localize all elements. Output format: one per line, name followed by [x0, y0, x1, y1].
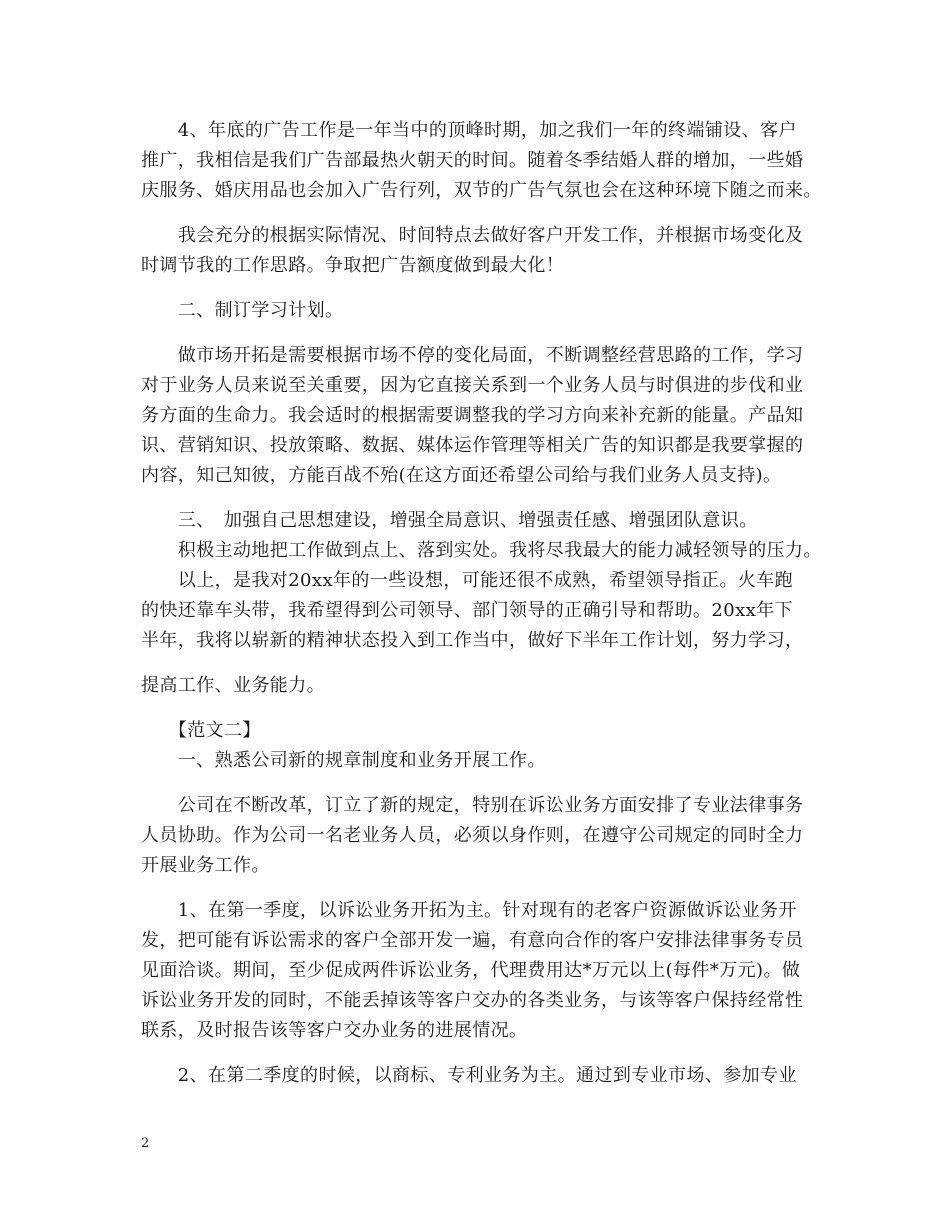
text-line: 公司在不断改革，订立了新的规定，特别在诉讼业务方面安排了专业法律事务 — [141, 795, 804, 816]
page-number: 2 — [141, 1136, 150, 1151]
text-line: 1、在第一季度，以诉讼业务开拓为主。针对现有的老客户资源做诉讼业务开 — [141, 900, 797, 921]
text-line: 内容，知己知彼，方能百战不殆(在这方面还希望公司给与我们业务人员支持)。 — [141, 465, 782, 486]
text-line: 发，把可能有诉讼需求的客户全部开发一遍，有意向合作的客户安排法律事务专员 — [141, 930, 804, 951]
text-line: 庆服务、婚庆用品也会加入广告行列，双节的广告气氛也会在这种环境下随之而来。 — [141, 180, 822, 201]
text-line: 务方面的生命力。我会适时的根据需要调整我的学习方向来补充新的能量。产品知 — [141, 405, 804, 426]
text-line: 提高工作、业务能力。 — [141, 675, 325, 696]
text-line: 的快还靠车头带，我希望得到公司领导、部门领导的正确引导和帮助。20xx年下 — [141, 600, 794, 621]
text-line: 见面洽谈。期间，至少促成两件诉讼业务，代理费用达*万元以上(每件*万元)。做 — [141, 960, 801, 981]
text-line: 联系，及时报告该等客户交办业务的进展情况。 — [141, 1020, 528, 1041]
text-line: 诉讼业务开发的同时，不能丢掉该等客户交办的各类业务，与该等客户保持经常性 — [141, 990, 804, 1011]
section-heading: 一、熟悉公司新的规章制度和业务开展工作。 — [141, 750, 546, 771]
section-heading: 【范文二】 — [141, 720, 261, 741]
text-line: 2、在第二季度的时候，以商标、专利业务为主。通过到专业市场、参加专业 — [141, 1065, 797, 1086]
section-heading: 三、 加强自己思想建设，增强全局意识、增强责任感、增强团队意识。 — [141, 510, 758, 531]
text-line: 推广，我相信是我们广告部最热火朝天的时间。随着冬季结婚人群的增加，一些婚 — [141, 150, 804, 171]
text-line: 我会充分的根据实际情况、时间特点去做好客户开发工作，并根据市场变化及 — [141, 225, 804, 246]
text-line: 开展业务工作。 — [141, 855, 270, 876]
text-line: 做市场开拓是需要根据市场不停的变化局面，不断调整经营思路的工作，学习 — [141, 345, 804, 366]
text-line: 以上，是我对20xx年的一些设想，可能还很不成熟，希望领导指正。火车跑 — [141, 570, 794, 591]
text-line: 对于业务人员来说至关重要，因为它直接关系到一个业务人员与时俱进的步伐和业 — [141, 375, 804, 396]
text-line: 时调节我的工作思路。争取把广告额度做到最大化！ — [141, 255, 565, 276]
text-line: 识、营销知识、投放策略、数据、媒体运作管理等相关广告的知识都是我要掌握的 — [141, 435, 804, 456]
text-line: 半年，我将以崭新的精神状态投入到工作当中，做好下半年工作计划，努力学习， — [141, 630, 804, 651]
text-line: 4、年底的广告工作是一年当中的顶峰时期，加之我们一年的终端铺设、客户 — [141, 120, 797, 141]
text-line: 人员协助。作为公司一名老业务人员，必须以身作则，在遵守公司规定的同时全力 — [141, 825, 804, 846]
section-heading: 二、制订学习计划。 — [141, 300, 344, 321]
text-line: 积极主动地把工作做到点上、落到实处。我将尽我最大的能力减轻领导的压力。 — [141, 540, 822, 561]
